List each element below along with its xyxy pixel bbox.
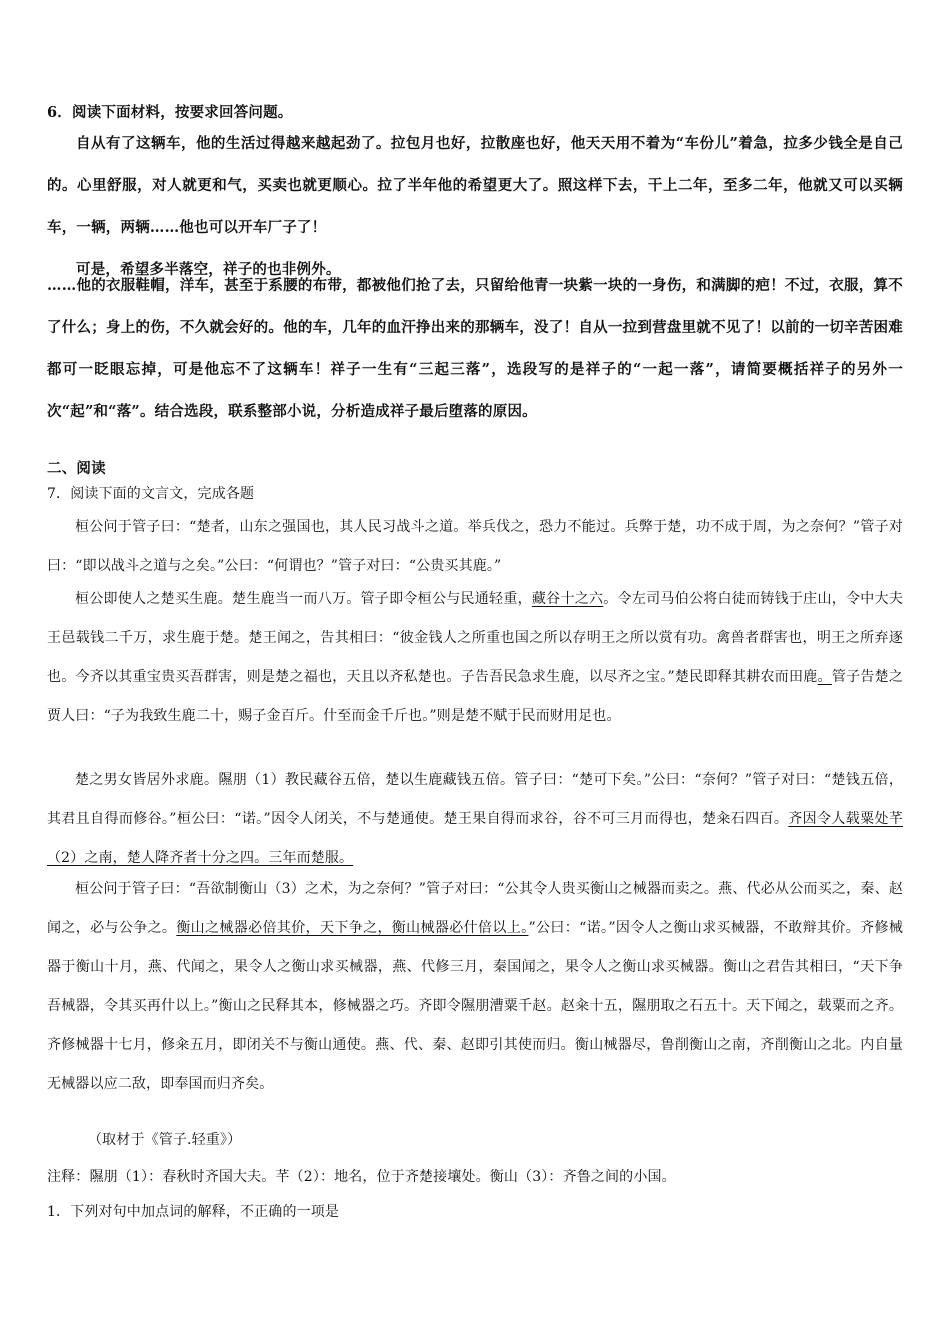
- q7-title: 7．阅读下面的文言文，完成各题: [47, 486, 255, 502]
- q6-paragraph-1: 自从有了这辆车，他的生活过得越来越起劲了。拉包月也好，拉散座也好，他天天用不着为“车份儿”着急，拉多少钱全是自己的。心里舒服，对人就更和气，买卖也就更顺心。拉了半年他的希望更大了。照这样下去，干上二年，至多二年，他就又可以买辆车，一辆，两辆……他也可以开车厂子了！: [47, 135, 903, 236]
- q7-paragraph-1: 桓公问于管子曰：“楚者，山东之强国也，其人民习战斗之道。举兵伐之，恐力不能过。兵弊于楚，功不成于周，为之奈何？”管子对曰：“即以战斗之道与之矣。”公曰：“何谓也？”管子对曰：“公贵买其鹿。”: [47, 519, 903, 574]
- q7-p4-text-b: ”公曰：“诺。”因令人之衡山求买械器，不敢辩其价。齐修械器于衡山十月，燕、代闻之，果令人之衡山求买械器，燕、代修三月，秦国闻之，果令人之衡山求买械器。衡山之君告其相曰，“天下争吾械器，令其买再什以上。”衡山之民释其本，修械器之巧。齐即令隰朋漕粟千赵。赵籴十五，隰朋取之石五十。天下闻之，载粟而之齐。齐修械器十七月，修籴五月，即闭关不与衡山通使。燕、代、秦、赵即引其使而归。衡山械器尽，鲁削衡山之南，齐削衡山之北。内自量无械器以应二敌，即奉国而归齐矣。: [47, 920, 904, 1092]
- sub-question-1: 1．下列对句中加点词的解释，不正确的一项是: [47, 1204, 340, 1220]
- q7-p2-text-a: 桓公即使人之楚买生鹿。楚生鹿当一而八万。管子即令桓公与民通轻重，: [75, 591, 532, 607]
- q7-p2-text-c: 管子告楚之贾人曰：“子为我致生鹿二十，赐子金百斤。什至而金千斤也。”则是楚不赋于民而财用足也。: [47, 669, 904, 724]
- q6-paragraph-3: ……他的衣服鞋帽，洋车，甚至于系腰的布带，都被他们抢了去，只留给他青一块紫一块的一身伤，和满脚的疤！不过，衣服，算不了什么；身上的伤，不久就会好的。他的车，几年的血汗挣出来的那辆车，没了！自从一拉到营盘里就不见了！以前的一切辛苦困难都可一眨眼忘掉，可是他忘不了这辆车！祥子一生有“三起三落”，选段写的是祥子的“一起一落”，请简要概括祥子的另外一次“起”和“落”。结合选段，联系整部小说，分析造成祥子最后堕落的原因。: [47, 277, 903, 420]
- q7-p2-underlined-1: 藏谷十之六: [531, 591, 604, 607]
- q7-p2-text-b: 。令左司马伯公将白徒而铸钱于庄山，令中大夫王邑载钱二千万，求生鹿于楚。楚王闻之，告其相曰：“彼金钱人之所重也国之所以存明王之所以赏有功。禽兽者群害也，明王之所弃逐也。今齐以其重宝贵买吾群害，则是楚之福也，天且以齐私楚也。子告吾民急求生鹿，以尽齐之宝。”楚民即释其耕农而田鹿: [47, 591, 903, 685]
- q7-p3-underlined: 齐因令人载粟处芊（2）之南，楚人降齐者十分之四。三年而楚服。: [47, 811, 903, 866]
- q7-p4-text-a: 桓公问于管子曰：“吾欲制衡山（3）之术，为之奈何？”管子对曰：“公其令人贵买衡山之械器而卖之。燕、代必从公而买之，秦、赵闻之，必与公争之。: [47, 881, 903, 936]
- q7-paragraph-3: [47, 761, 903, 878]
- annotation-notes: 注释：隰朋（1）：春秋时齐国大夫。芊（2）：地名，位于齐楚接壤处。衡山（3）：齐鲁之间的小国。: [47, 1169, 676, 1185]
- section-heading: 二、阅读: [47, 460, 106, 477]
- q6-title: 6．阅读下面材料，按要求回答问题。: [47, 104, 293, 121]
- q7-p2-underlined-2: 。: [817, 669, 832, 685]
- source-citation: （取材于《管子.轻重》）: [88, 1132, 242, 1148]
- q7-p4-underlined: 衡山之械器必倍其价，天下争之，衡山械器必什倍以上。: [176, 920, 529, 936]
- q7-paragraph-2: [47, 580, 903, 736]
- q6-paragraph-2: 可是，希望多半落空，祥子的也非例外。: [76, 261, 341, 278]
- q7-p3-text: 楚之男女皆居外求鹿。隰朋（1）教民藏谷五倍，楚以生鹿藏钱五倍。管子曰：“楚可下矣。”公曰：“奈何？”管子对曰：“楚钱五倍，其君且自得而修谷。”桓公曰：“诺。”因令人闭关，不与楚通使。楚王果自得而求谷，谷不可三月而得也，楚籴石四百。: [47, 772, 903, 827]
- q7-paragraph-4: [47, 870, 903, 1104]
